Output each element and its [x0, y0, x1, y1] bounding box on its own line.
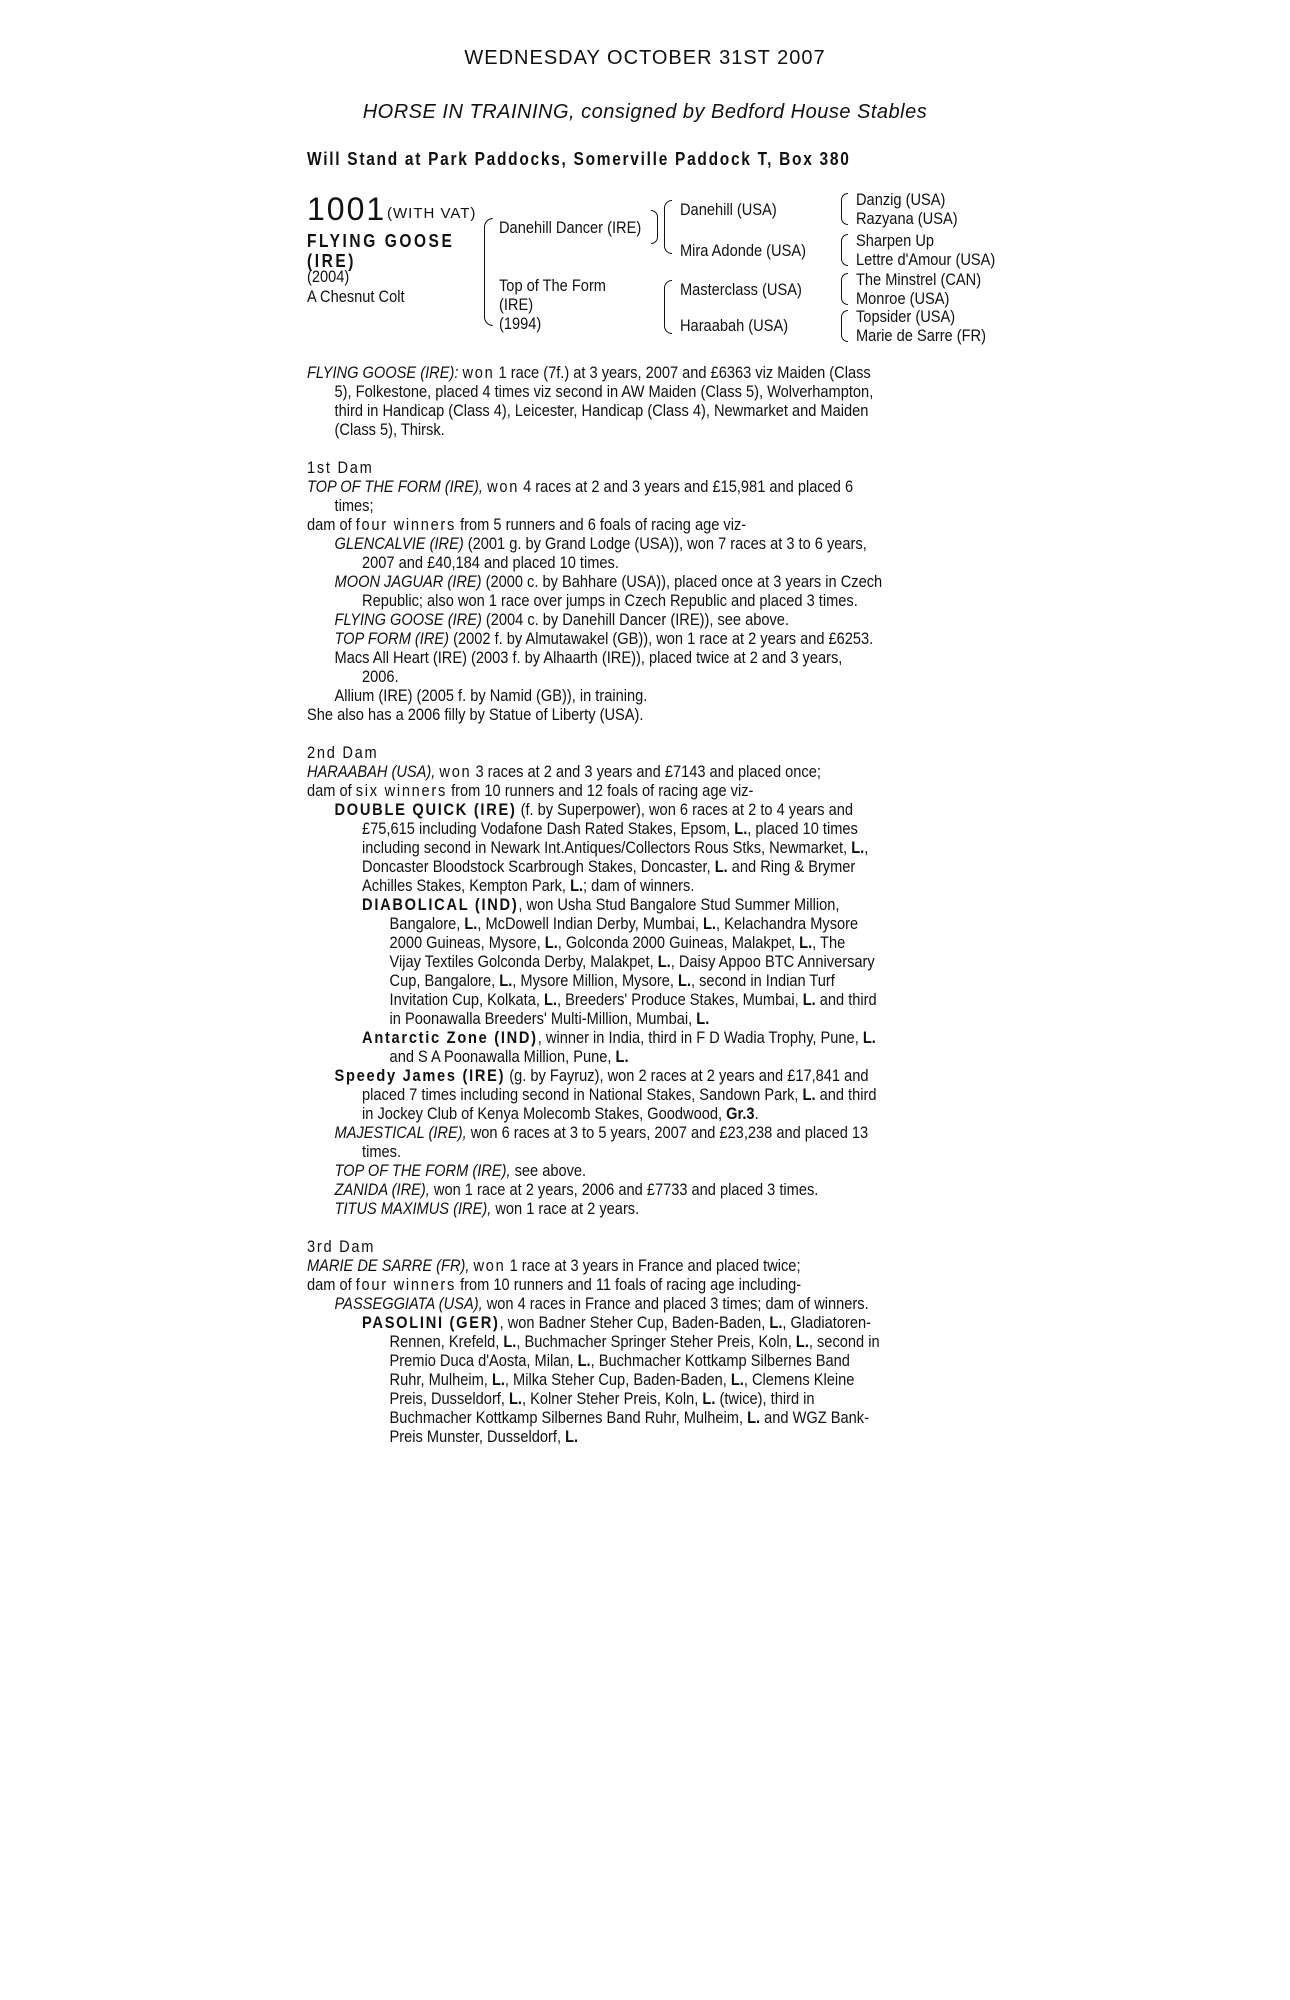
record-text: TOP OF THE FORM (IRE), [307, 477, 483, 496]
record-text: 4 races at 2 and 3 years and £15,981 and placed 6 [519, 477, 854, 496]
record-text: , McDowell Indian Derby, Mumbai, [477, 914, 703, 933]
record-text: She also has a 2006 filly by Statue of Liberty (USA). [307, 705, 644, 724]
record-line [307, 1389, 926, 1408]
record-line [307, 1085, 926, 1104]
pedigree-brace-2b [651, 210, 658, 244]
record-line [307, 952, 926, 971]
record-text: TITUS MAXIMUS (IRE), [334, 1199, 492, 1218]
record-line [307, 1256, 926, 1275]
pedigree-brace-3b [841, 234, 848, 266]
pedigree-dam-dam: Haraabah (USA) [680, 316, 789, 335]
record-text: from 5 runners and 6 foals of racing age viz- [456, 515, 747, 534]
record-text: Buchmacher Kottkamp Silbernes Band Ruhr, Mulheim, [389, 1408, 748, 1427]
record-text: Macs All Heart (IRE) (2003 f. by Alhaarth (IRE)), placed twice at 2 and 3 years, [334, 648, 843, 667]
record-line [307, 1427, 926, 1446]
record-line [307, 382, 926, 401]
record-line [307, 610, 926, 629]
pedigree-dam-name: Top of The Form [499, 276, 606, 295]
record-text: L. [795, 1332, 809, 1351]
pedigree-brace-1 [484, 218, 493, 326]
lot-number: 1001 [307, 191, 387, 227]
produce-record [307, 363, 1027, 1446]
pedigree-dam-country: (IRE) [499, 295, 534, 314]
record-text: MAJESTICAL (IRE), [334, 1123, 467, 1142]
pedigree-dss: The Minstrel (CAN) [856, 270, 982, 289]
record-text: Preis, Dusseldorf, [389, 1389, 510, 1408]
record-text: won [487, 477, 520, 496]
record-line [307, 1275, 926, 1294]
record-text: L. [799, 933, 813, 952]
pedigree-brace-2a [664, 200, 672, 254]
record-text: third in Handicap (Class 4), Leicester, Handicap (Class 4), Newmarket and Maiden [334, 401, 869, 420]
record-text: HARAABAH (USA), [307, 762, 436, 781]
record-text: L. [615, 1047, 629, 1066]
section-gap [307, 439, 1027, 458]
record-text: Achilles Stakes, Kempton Park, [362, 876, 571, 895]
record-text: 1 race at 3 years in France and placed twice; [505, 1256, 801, 1275]
record-line [307, 781, 926, 800]
record-line [307, 933, 926, 952]
record-line [307, 420, 926, 439]
record-text: L. [696, 1009, 710, 1028]
record-text: Ruhr, Mulheim, [389, 1370, 492, 1389]
record-line [307, 496, 926, 515]
record-text: L. [577, 1351, 591, 1370]
record-text: , Buchmacher Kottkamp Silbernes Band [590, 1351, 850, 1370]
record-line [307, 1028, 926, 1047]
record-line [307, 1009, 926, 1028]
record-line [307, 363, 926, 382]
record-text: L. [802, 990, 816, 1009]
record-text: L. [657, 952, 671, 971]
record-text: (2001 g. by Grand Lodge (USA)), won 7 races at 3 to 6 years, [463, 534, 867, 553]
record-text: L. [702, 914, 716, 933]
record-text: L. [499, 971, 513, 990]
record-text: 2000 Guineas, Mysore, [389, 933, 545, 952]
record-line [307, 800, 926, 819]
record-text: , Kelachandra Mysore [715, 914, 859, 933]
record-text: and third [815, 990, 877, 1009]
record-text: L. [503, 1332, 517, 1351]
record-text: times; [334, 496, 374, 515]
record-text: , winner in India, third in F D Wadia Trophy, Pune, [537, 1028, 863, 1047]
horse-meta [307, 267, 405, 307]
record-text: placed 7 times including second in National Stakes, Sandown Park, [362, 1085, 803, 1104]
record-line [307, 1104, 926, 1123]
record-line [307, 1199, 926, 1218]
record-text: Cup, Bangalore, [389, 971, 500, 990]
record-text: L. [702, 1389, 716, 1408]
record-text: £75,615 including Vodafone Dash Rated Stakes, Epsom, [362, 819, 735, 838]
horse-name [307, 231, 454, 271]
record-line [307, 629, 926, 648]
record-text: , Daisy Appoo BTC Anniversary [670, 952, 875, 971]
pedigree-sds: Sharpen Up [856, 231, 935, 250]
pedigree-sire-sire: Danehill (USA) [680, 200, 777, 219]
record-text: L. [570, 876, 584, 895]
record-text: , Milka Steher Cup, Baden-Baden, [504, 1370, 731, 1389]
record-text: Invitation Cup, Kolkata, [389, 990, 544, 1009]
record-text: (Class 5), Thirsk. [334, 420, 445, 439]
sale-date: WEDNESDAY OCTOBER 31ST 2007 [464, 47, 826, 69]
record-line [307, 743, 926, 762]
record-text: (g. by Fayruz), won 2 races at 2 years and £17,841 and [505, 1066, 869, 1085]
record-line [307, 686, 926, 705]
record-text: , Breeders' Produce Stakes, Mumbai, [556, 990, 803, 1009]
record-text: six winners [355, 781, 448, 800]
pedigree-ssd: Razyana (USA) [856, 209, 958, 228]
record-text: TOP OF THE FORM (IRE), [334, 1161, 511, 1180]
record-line [307, 857, 926, 876]
record-text: see above. [510, 1161, 587, 1180]
horse-name-line-2: (IRE) [307, 251, 357, 271]
record-text: in Jockey Club of Kenya Molecomb Stakes, Goodwood, [362, 1104, 727, 1123]
record-line [307, 1066, 926, 1085]
section-gap [307, 724, 1027, 743]
record-text: L. [734, 819, 748, 838]
record-text: won [462, 363, 495, 382]
record-text: four winners [355, 515, 457, 534]
record-text: GLENCALVIE (IRE) [334, 534, 464, 553]
record-text: four winners [355, 1275, 457, 1294]
record-line [307, 1370, 926, 1389]
pedigree-ddd: Marie de Sarre (FR) [856, 326, 986, 345]
record-text: Bangalore, [389, 914, 465, 933]
record-text: ZANIDA (IRE), [334, 1180, 430, 1199]
pedigree-dam [499, 276, 606, 333]
record-text: Antarctic Zone (IND) [362, 1028, 538, 1047]
record-text: including second in Newark Int.Antiques/Collectors Rous Stks, Newmarket, [362, 838, 852, 857]
horse-name-line-1: FLYING GOOSE [307, 231, 455, 251]
record-text: L. [678, 971, 692, 990]
record-line [307, 515, 926, 534]
record-text: , second in [808, 1332, 880, 1351]
record-text: , placed 10 times [747, 819, 858, 838]
record-text: 2nd Dam [307, 743, 379, 762]
record-text: Vijay Textiles Golconda Derby, Malakpet, [389, 952, 658, 971]
pedigree-brace-3d [841, 310, 848, 342]
record-text: PASOLINI (GER) [362, 1313, 500, 1332]
record-line [307, 572, 926, 591]
record-text: won 1 race at 2 years, 2006 and £7733 and placed 3 times. [429, 1180, 819, 1199]
record-text: from 10 runners and 12 foals of racing age viz- [447, 781, 754, 800]
record-line [307, 819, 926, 838]
record-text: PASSEGGIATA (USA), [334, 1294, 483, 1313]
record-text: won [439, 762, 472, 781]
record-text: Premio Duca d'Aosta, Milan, [389, 1351, 578, 1370]
record-text: times. [362, 1142, 402, 1161]
record-text: , won Badner Steher Cup, Baden-Baden, [499, 1313, 770, 1332]
pedigree-dam-sire: Masterclass (USA) [680, 280, 802, 299]
pedigree-sire-dam: Mira Adonde (USA) [680, 241, 806, 260]
record-text: dam of [307, 781, 356, 800]
record-line [307, 705, 926, 724]
pedigree-dsd: Monroe (USA) [856, 289, 950, 308]
pedigree-brace-3a [841, 193, 848, 225]
record-text: (2000 c. by Bahhare (USA)), placed once at 3 years in Czech [481, 572, 883, 591]
record-line [307, 838, 926, 857]
record-text: L. [714, 857, 728, 876]
pedigree-sire: Danehill Dancer (IRE) [499, 218, 642, 237]
record-text: MOON JAGUAR (IRE) [334, 572, 482, 591]
record-text: Preis Munster, Dusseldorf, [389, 1427, 566, 1446]
record-text: , second in Indian Turf [691, 971, 835, 990]
record-text: , Buchmacher Springer Steher Preis, Koln, [516, 1332, 796, 1351]
record-text: and WGZ Bank- [760, 1408, 869, 1427]
record-text: , Golconda 2000 Guineas, Malakpet, [557, 933, 800, 952]
pedigree-brace-2c [664, 280, 672, 334]
record-text: Allium (IRE) (2005 f. by Namid (GB)), in training. [334, 686, 648, 705]
record-text: Gr.3 [726, 1104, 755, 1123]
record-text: L. [730, 1370, 744, 1389]
record-text: L. [491, 1370, 505, 1389]
record-text: DIABOLICAL (IND) [362, 895, 519, 914]
record-text: (2004 c. by Danehill Dancer (IRE)), see above. [481, 610, 790, 629]
record-text: MARIE DE SARRE (FR), [307, 1256, 470, 1275]
record-text: won [473, 1256, 506, 1275]
record-text: DOUBLE QUICK (IRE) [334, 800, 517, 819]
record-line [307, 1047, 926, 1066]
record-line [307, 458, 926, 477]
record-text: 2007 and £40,184 and placed 10 times. [362, 553, 619, 572]
record-text: FLYING GOOSE (IRE): [307, 363, 459, 382]
record-line [307, 1161, 926, 1180]
record-text: 5), Folkestone, placed 4 times viz second in AW Maiden (Class 5), Wolverhampton, [334, 382, 874, 401]
record-line [307, 1408, 926, 1427]
record-line [307, 914, 926, 933]
record-line [307, 990, 926, 1009]
foaling-year: (2004) [307, 267, 350, 286]
record-text: 2006. [362, 667, 399, 686]
record-text: L. [509, 1389, 522, 1408]
record-line [307, 1123, 926, 1142]
record-text: from 10 runners and 11 foals of racing age including- [456, 1275, 802, 1294]
record-text: 3 races at 2 and 3 years and £7143 and placed once; [471, 762, 821, 781]
record-text: won 1 race at 2 years. [491, 1199, 640, 1218]
record-text: and third [815, 1085, 877, 1104]
record-text: 3rd Dam [307, 1237, 376, 1256]
pedigree-dam-year: (1994) [499, 314, 542, 333]
stand-location: Will Stand at Park Paddocks, Somerville Paddock T, Box 380 [307, 149, 851, 169]
record-line [307, 667, 926, 686]
record-text: Speedy James (IRE) [334, 1066, 506, 1085]
record-text: L. [802, 1085, 816, 1104]
record-line [307, 971, 926, 990]
record-text: , Clemens Kleine [743, 1370, 855, 1389]
record-text: L. [862, 1028, 876, 1047]
record-text: , Gladiatoren- [782, 1313, 871, 1332]
record-line [307, 762, 926, 781]
record-text: 1st Dam [307, 458, 374, 477]
record-line [307, 553, 926, 572]
record-line [307, 1180, 926, 1199]
record-text: 1 race (7f.) at 3 years, 2007 and £6363 viz Maiden (Class [494, 363, 871, 382]
record-text: and S A Poonawalla Million, Pune, [389, 1047, 616, 1066]
record-text: and Ring & Brymer [727, 857, 856, 876]
record-line [307, 477, 926, 496]
record-text: Doncaster Bloodstock Scarbrough Stakes, Doncaster, [362, 857, 715, 876]
record-text: FLYING GOOSE (IRE) [334, 610, 482, 629]
section-gap [307, 1218, 1027, 1237]
pedigree-sdd: Lettre d'Amour (USA) [856, 250, 996, 269]
record-line [307, 401, 926, 420]
record-text: dam of [307, 1275, 356, 1294]
record-text: , won Usha Stud Bangalore Stud Summer Million, [518, 895, 840, 914]
record-line [307, 876, 926, 895]
record-line [307, 648, 926, 667]
record-text: . [754, 1104, 759, 1123]
record-line [307, 1237, 926, 1256]
record-text: (twice), third in [715, 1389, 815, 1408]
horse-description: A Chesnut Colt [307, 287, 405, 306]
record-line [307, 1332, 926, 1351]
record-text: ; dam of winners. [583, 876, 695, 895]
record-text: dam of [307, 515, 356, 534]
record-text: (f. by Superpower), won 6 races at 2 to 4 years and [516, 800, 853, 819]
record-text: Republic; also won 1 race over jumps in Czech Republic and placed 3 times. [362, 591, 858, 610]
record-line [307, 1313, 926, 1332]
record-line [307, 591, 926, 610]
record-text: L. [565, 1427, 579, 1446]
vat-note: (WITH VAT) [387, 205, 477, 222]
record-line [307, 1142, 926, 1161]
record-text: , Mysore Million, Mysore, [512, 971, 679, 990]
record-text: L. [851, 838, 865, 857]
consignment-line: HORSE IN TRAINING, consigned by Bedford House Stables [362, 101, 928, 123]
record-line [307, 1351, 926, 1370]
record-text: L. [544, 933, 558, 952]
record-text: L. [543, 990, 557, 1009]
record-line [307, 1294, 926, 1313]
record-line [307, 895, 926, 914]
record-text: TOP FORM (IRE) [334, 629, 450, 648]
record-text: Rennen, Krefeld, [389, 1332, 504, 1351]
pedigree-dds: Topsider (USA) [856, 307, 956, 326]
record-text: , Kolner Steher Preis, Koln, [522, 1389, 703, 1408]
record-text: in Poonawalla Breeders' Multi-Million, Mumbai, [389, 1009, 697, 1028]
pedigree-brace-3c [841, 273, 848, 305]
record-text: won 4 races in France and placed 3 times; dam of winners. [482, 1294, 869, 1313]
record-text: (2002 f. by Almutawakel (GB)), won 1 race at 2 years and £6253. [449, 629, 874, 648]
record-text: , The [812, 933, 846, 952]
record-text: L. [747, 1408, 761, 1427]
pedigree-sss: Danzig (USA) [856, 190, 946, 209]
record-text: L. [464, 914, 478, 933]
record-text: , [864, 838, 869, 857]
record-text: won 6 races at 3 to 5 years, 2007 and £23,238 and placed 13 [466, 1123, 869, 1142]
record-text: L. [769, 1313, 783, 1332]
record-line [307, 534, 926, 553]
